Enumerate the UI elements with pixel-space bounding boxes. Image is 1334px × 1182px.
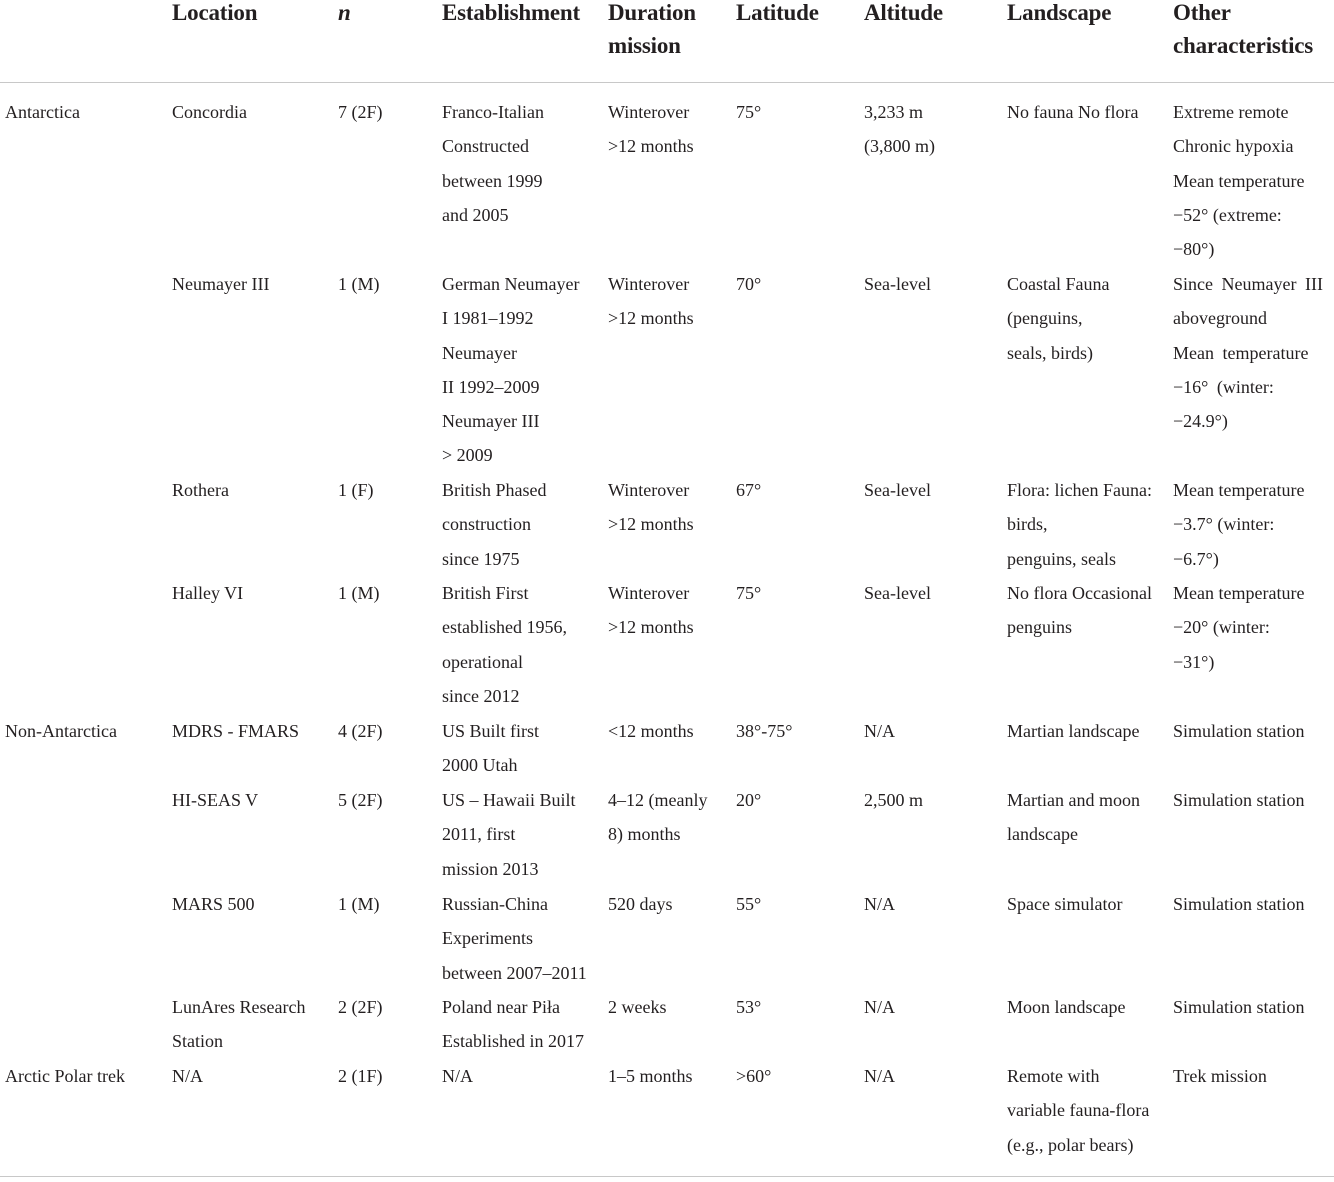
cell-duration: 4–12 (meanly 8) months xyxy=(608,790,708,845)
cell-duration: Winterover >12 months xyxy=(608,102,694,157)
cell-duration: Winterover >12 months xyxy=(608,583,694,638)
cell-duration: Winterover >12 months xyxy=(608,480,694,535)
cell-other: Mean temperature −20° (winter: −31°) xyxy=(1173,583,1305,672)
cell-location: N/A xyxy=(172,1066,203,1086)
cell-altitude: 3,233 m (3,800 m) xyxy=(864,102,935,157)
cell-establishment: German Neumayer I 1981–1992 Neumayer II 1992–2009 Neumayer III > 2009 xyxy=(442,274,580,466)
cell-n: 4 (2F) xyxy=(338,721,383,741)
cell-establishment: Poland near Piła Established in 2017 xyxy=(442,997,584,1052)
cell-n: 1 (M) xyxy=(338,894,380,914)
cell-latitude: >60° xyxy=(736,1066,772,1086)
cell-duration: Winterover >12 months xyxy=(608,274,694,329)
cell-altitude: N/A xyxy=(864,1066,895,1086)
cell-location: Rothera xyxy=(172,480,229,500)
cell-other: Trek mission xyxy=(1173,1066,1267,1086)
cell-latitude: 20° xyxy=(736,790,762,810)
cell-n: 2 (2F) xyxy=(338,997,383,1017)
cell-location: Halley VI xyxy=(172,583,244,603)
cell-establishment: Franco-Italian Constructed between 1999 and 2005 xyxy=(442,102,544,225)
cell-establishment: N/A xyxy=(442,1066,473,1086)
cell-landscape: No fauna No flora xyxy=(1007,102,1139,122)
cell-latitude: 70° xyxy=(736,274,762,294)
cell-n: 1 (M) xyxy=(338,274,380,294)
cell-establishment: US Built first 2000 Utah xyxy=(442,721,540,776)
cell-location: MARS 500 xyxy=(172,894,255,914)
cell-establishment: US – Hawaii Built 2011, first mission 2013 xyxy=(442,790,576,879)
cell-other: Extreme remote Chronic hypoxia Mean temperature −52° (extreme: −80°) xyxy=(1173,102,1305,260)
cell-establishment: Russian-China Experiments between 2007–2011 xyxy=(442,894,587,983)
cell-altitude: N/A xyxy=(864,997,895,1017)
cell-landscape: Flora: lichen Fauna: birds, penguins, seals xyxy=(1007,480,1152,569)
cell-altitude: Sea-level xyxy=(864,480,931,500)
table-header xyxy=(0,0,1334,83)
cell-duration: 520 days xyxy=(608,894,673,914)
cell-duration: <12 months xyxy=(608,721,694,741)
cell-other: Simulation station xyxy=(1173,721,1305,741)
cell-landscape: Remote with variable fauna-flora (e.g., polar bears) xyxy=(1007,1066,1150,1155)
cell-establishment: British Phased construction since 1975 xyxy=(442,480,547,569)
row-group-label: Arctic Polar trek xyxy=(5,1066,125,1086)
cell-landscape: Moon landscape xyxy=(1007,997,1126,1017)
cell-location: Neumayer III xyxy=(172,274,270,294)
cell-landscape: Martian and moon landscape xyxy=(1007,790,1140,845)
header-other-characteristics: Other characteristics xyxy=(1173,0,1314,58)
cell-landscape: Coastal Fauna (penguins, seals, birds) xyxy=(1007,274,1110,363)
cell-establishment: British First established 1956, operational since 2012 xyxy=(442,583,567,706)
cell-altitude: 2,500 m xyxy=(864,790,924,810)
header-latitude: Latitude xyxy=(736,0,819,25)
cell-location: LunAres Research Station xyxy=(172,997,306,1052)
cell-n: 1 (F) xyxy=(338,480,374,500)
row-group-label: Non-Antarctica xyxy=(5,721,117,741)
table-bottom-rule xyxy=(0,1176,1334,1177)
cell-n: 1 (M) xyxy=(338,583,380,603)
cell-latitude: 67° xyxy=(736,480,762,500)
cell-other: Simulation station xyxy=(1173,790,1305,810)
cell-latitude: 75° xyxy=(736,583,762,603)
cell-altitude: N/A xyxy=(864,721,895,741)
cell-latitude: 75° xyxy=(736,102,762,122)
cell-landscape: No flora Occasional penguins xyxy=(1007,583,1152,638)
cell-other: Simulation station xyxy=(1173,997,1305,1017)
header-location: Location xyxy=(172,0,258,25)
cell-duration: 1–5 months xyxy=(608,1066,693,1086)
header-duration-mission: Duration mission xyxy=(608,0,696,58)
cell-latitude: 55° xyxy=(736,894,762,914)
header-establishment: Establishment xyxy=(442,0,580,25)
row-group-label: Antarctica xyxy=(5,102,80,122)
cell-other: Mean temperature −3.7° (winter: −6.7°) xyxy=(1173,480,1305,569)
cell-other: Since Neumayer III aboveground Mean temperature −16° (winter: −24.9°) xyxy=(1173,274,1323,432)
cell-landscape: Martian landscape xyxy=(1007,721,1140,741)
cell-altitude: Sea-level xyxy=(864,583,931,603)
cell-latitude: 53° xyxy=(736,997,762,1017)
cell-location: HI-SEAS V xyxy=(172,790,259,810)
header-n: n xyxy=(338,0,351,25)
cell-landscape: Space simulator xyxy=(1007,894,1123,914)
cell-location: Concordia xyxy=(172,102,247,122)
cell-location: MDRS - FMARS xyxy=(172,721,300,741)
cell-altitude: Sea-level xyxy=(864,274,931,294)
cell-n: 2 (1F) xyxy=(338,1066,383,1086)
cell-altitude: N/A xyxy=(864,894,895,914)
header-altitude: Altitude xyxy=(864,0,943,25)
cell-duration: 2 weeks xyxy=(608,997,667,1017)
cell-n: 5 (2F) xyxy=(338,790,383,810)
cell-latitude: 38°-75° xyxy=(736,721,793,741)
cell-n: 7 (2F) xyxy=(338,102,383,122)
cell-other: Simulation station xyxy=(1173,894,1305,914)
header-landscape: Landscape xyxy=(1007,0,1112,25)
